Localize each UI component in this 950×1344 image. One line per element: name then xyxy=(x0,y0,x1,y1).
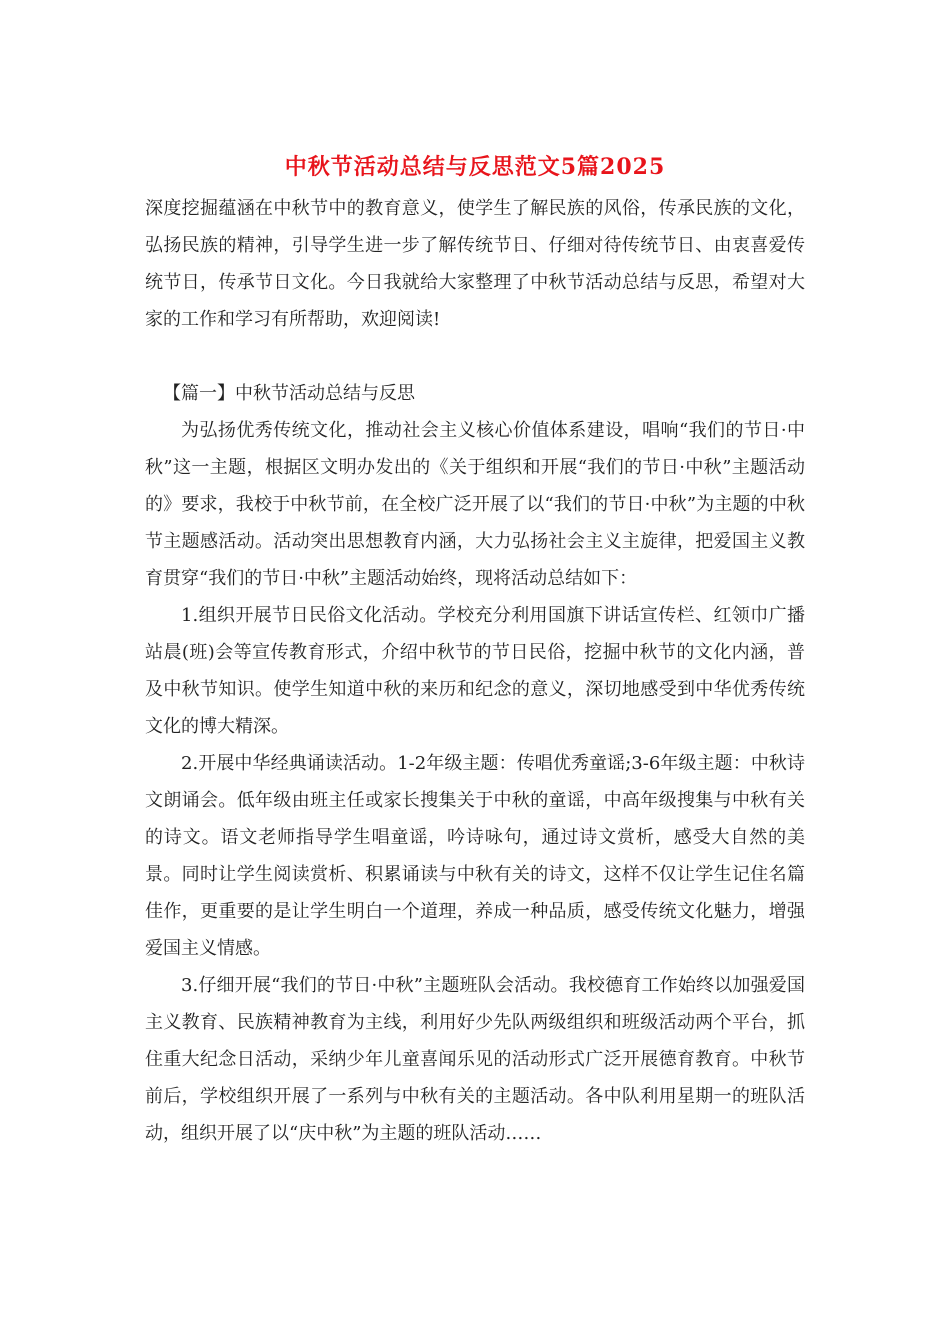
body-paragraph-3: 2.开展中华经典诵读活动。1-2年级主题：传唱优秀童谣;3-6年级主题：中秋诗文朗诵会。低年级由班主任或家长搜集关于中秋的童谣，中高年级搜集与中秋有关的诗文。语文老师指导学生唱童谣，吟诗咏句，通过诗文赏析，感受大自然的美景。同时让学生阅读赏析、积累诵读与中秋有关的诗文，这样不仅让学生记住名篇佳作，更重要的是让学生明白一个道理，养成一种品质，感受传统文化魅力，增强爱国主义情感。 xyxy=(145,753,805,959)
paragraph-spacer xyxy=(145,338,805,375)
document-title: 中秋节活动总结与反思范文5篇2025 xyxy=(284,154,666,180)
body-paragraph-4: 3.仔细开展“我们的节日·中秋”主题班队会活动。我校德育工作始终以加强爱国主义教育、民族精神教育为主线，利用好少先队两级组织和班级活动两个平台，抓住重大纪念日活动，采纳少年儿童喜闻乐见的活动形式广泛开展德育教育。中秋节前后，学校组织开展了一系列与中秋有关的主题活动。各中队利用星期一的班队活动，组织开展了以“庆中秋”为主题的班队活动…… xyxy=(145,975,805,1144)
intro-paragraph: 深度挖掘蕴涵在中秋节中的教育意义，使学生了解民族的风俗，传承民族的文化，弘扬民族的精神，引导学生进一步了解传统节日、仔细对待传统节日、由衷喜爱传统节日，传承节日文化。今日我就给大家整理了中秋节活动总结与反思，希望对大家的工作和学习有所帮助，欢迎阅读! xyxy=(145,198,805,330)
body-paragraph-2: 1.组织开展节日民俗文化活动。学校充分利用国旗下讲话宣传栏、红领巾广播站晨(班)会等宣传教育形式，介绍中秋节的节日民俗，挖掘中秋节的文化内涵，普及中秋节知识。使学生知道中秋的来历和纪念的意义，深切地感受到中华优秀传统文化的博大精深。 xyxy=(145,605,805,737)
document-page xyxy=(145,150,805,1152)
body-paragraph-1: 为弘扬优秀传统文化，推动社会主义核心价值体系建设，唱响“我们的节日·中秋”这一主题，根据区文明办发出的《关于组织和开展“我们的节日·中秋”主题活动的》要求，我校于中秋节前，在全校广泛开展了以“我们的节日·中秋”为主题的中秋节主题感活动。活动突出思想教育内涵，大力弘扬社会主义主旋律，把爱国主义教育贯穿“我们的节日·中秋”主题活动始终，现将活动总结如下： xyxy=(145,420,805,589)
section-heading: 【篇一】中秋节活动总结与反思 xyxy=(163,383,415,404)
